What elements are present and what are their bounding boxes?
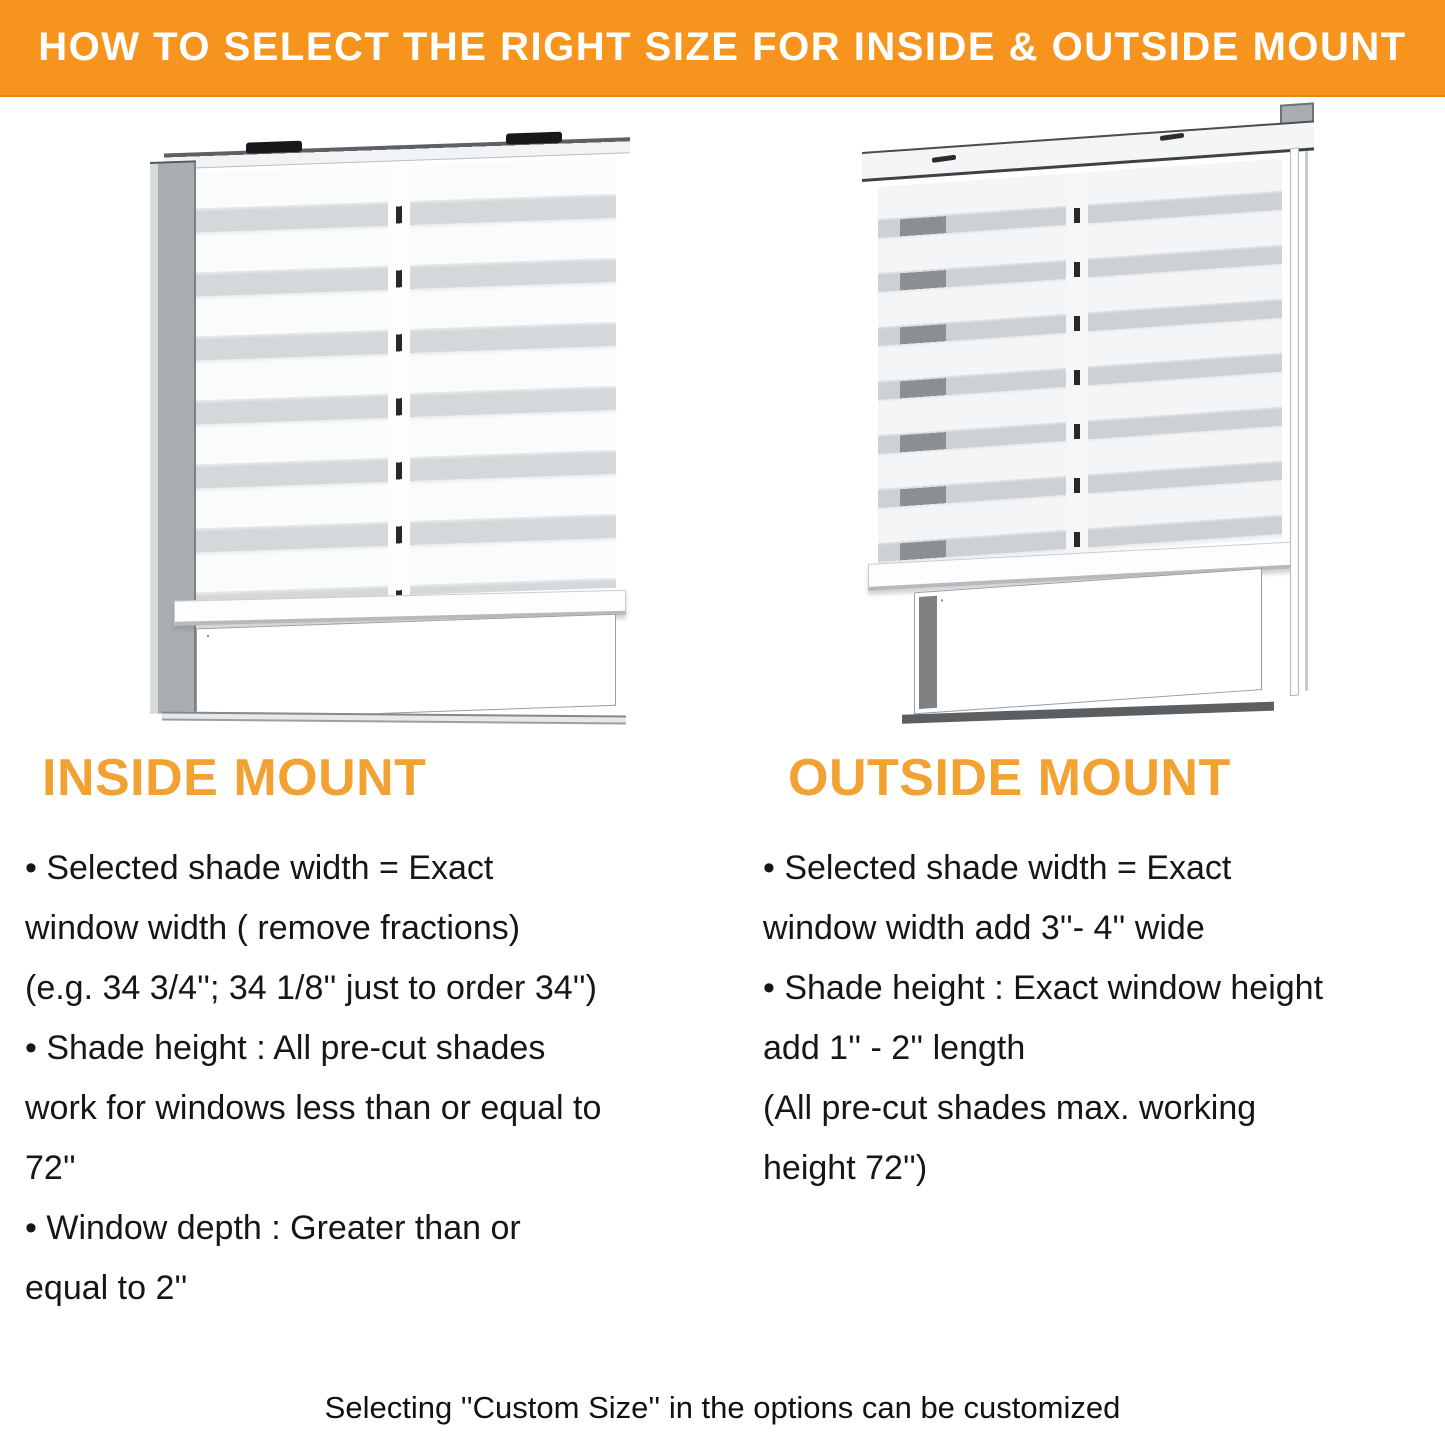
- inside-mount-text: [25, 838, 601, 1318]
- window-panes: [196, 614, 616, 721]
- text-line: window width ( remove fractions): [25, 909, 521, 947]
- title-banner: [0, 0, 1445, 97]
- window-sill: [162, 711, 626, 724]
- window-recess-shadow-dashes: [900, 182, 946, 565]
- text-line: • Selected shade width = Exact: [25, 849, 494, 887]
- inside-mount-heading: INSIDE MOUNT: [42, 749, 427, 807]
- mullion-shadow-dashes: [1074, 173, 1080, 553]
- text-line: (e.g. 34 3/4''; 34 1/8'' just to order 34''): [25, 969, 597, 1007]
- page-title: HOW TO SELECT THE RIGHT SIZE FOR INSIDE & OUTSIDE MOUNT: [38, 25, 1407, 69]
- text-line: equal to 2'': [25, 1269, 188, 1307]
- text-line: • Window depth : Greater than or: [25, 1209, 521, 1247]
- text-line: (All pre-cut shades max. working: [763, 1089, 1257, 1127]
- text-line: • Shade height : Exact window height: [763, 969, 1324, 1007]
- text-line: • Selected shade width = Exact: [763, 849, 1232, 887]
- mounting-bracket-icon: [246, 141, 302, 154]
- shade-side-channel: [1290, 147, 1299, 696]
- zebra-shade-stripes: [878, 159, 1282, 567]
- window-recess-jamb: [919, 596, 937, 709]
- window-frame-jamb: [150, 160, 196, 714]
- mullion-shadow-dashes: [396, 165, 402, 595]
- inside-mount-window-illustration: [150, 131, 630, 733]
- glass-pane: [941, 599, 943, 601]
- outside-mount-heading: OUTSIDE MOUNT: [788, 749, 1231, 807]
- outside-mount-window-illustration: [862, 106, 1314, 748]
- text-line: window width add 3''- 4'' wide: [763, 909, 1205, 947]
- text-line: 72'': [25, 1149, 76, 1187]
- outside-mount-text: [763, 838, 1323, 1198]
- mounting-bracket-icon: [506, 132, 562, 145]
- text-line: work for windows less than or equal to: [25, 1089, 602, 1127]
- text-line: • Shade height : All pre-cut shades: [25, 1029, 546, 1067]
- shade-side-channel-line: [1305, 151, 1308, 691]
- text-line: height 72''): [763, 1149, 928, 1187]
- glass-pane: [207, 635, 209, 637]
- zebra-shade-stripes: [196, 158, 616, 603]
- window-panes: [914, 568, 1262, 714]
- window-center-mullion: [1066, 172, 1088, 554]
- text-line: add 1'' - 2'' length: [763, 1029, 1026, 1067]
- window-center-mullion: [388, 165, 410, 596]
- custom-size-note: Selecting ''Custom Size'' in the options can be customized: [324, 1390, 1121, 1425]
